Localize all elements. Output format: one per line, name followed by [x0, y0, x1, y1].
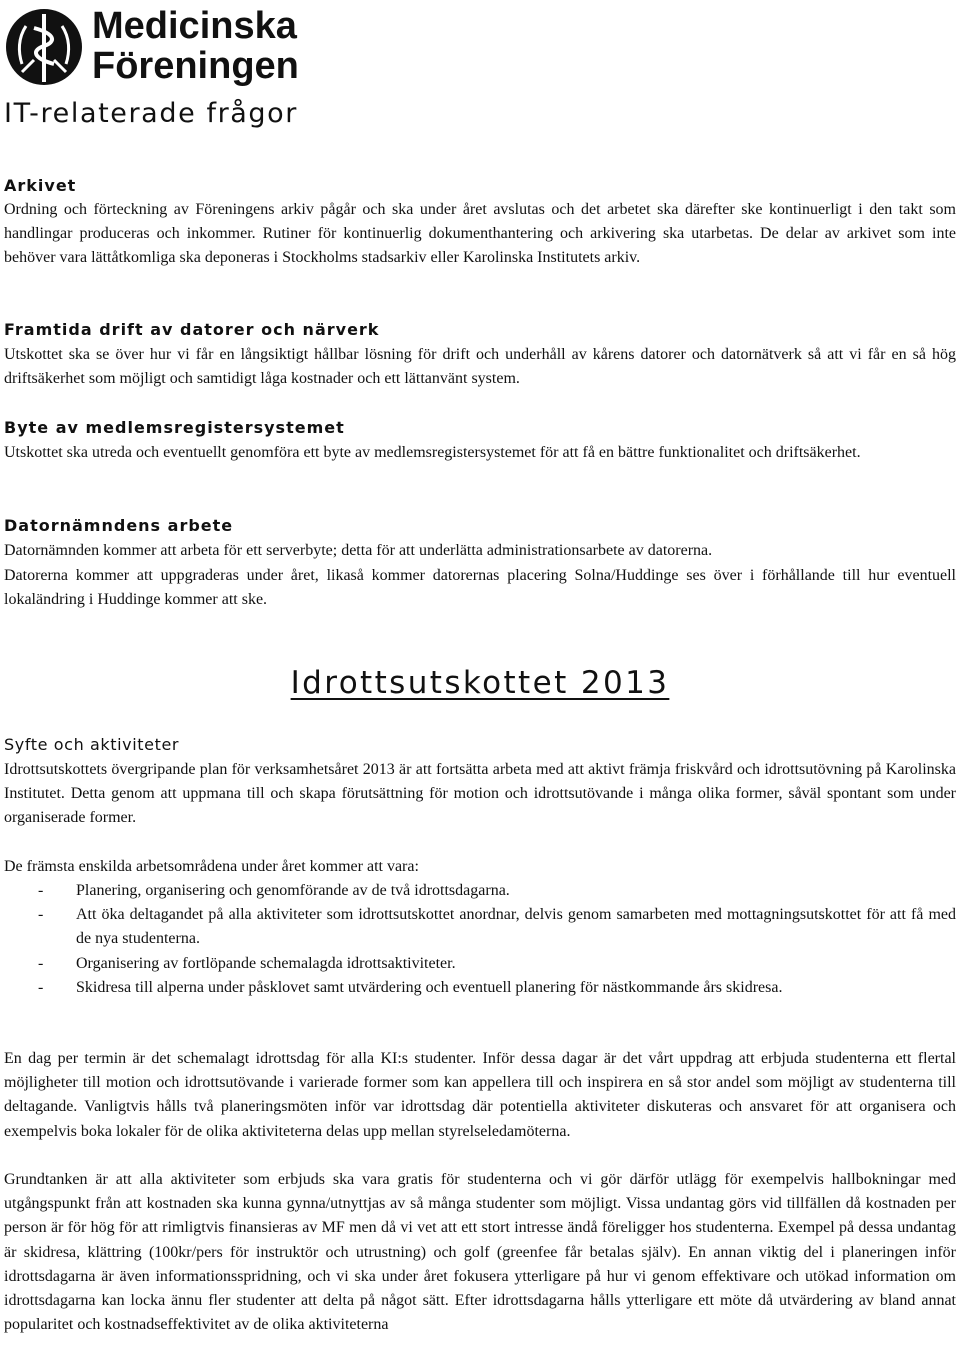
logo-line-1: Medicinska — [92, 5, 297, 47]
list-dash: - — [38, 955, 44, 972]
section-title-idrottsutskottet: Idrottsutskottet 2013 — [290, 665, 670, 701]
heading-arkivet: Arkivet — [4, 176, 77, 195]
paragraph-datornamnden-1: Datornämnden kommer att arbeta för ett serverbyte; detta för att underlätta administrationsarbete av datorerna. — [4, 542, 713, 559]
list-dash: - — [38, 906, 44, 923]
paragraph-syfte: Idrottsutskottets övergripande plan för verksamhetsåret 2013 är att fortsätta arbeta med att aktivt främja friskvård och idrottsutövning på Karolinska Institutet. Detta genom att uppmana till och skapa förutsättning för motion och idrottsutövande i många olika former, såväl spontant som under organiserade former. — [4, 761, 956, 827]
organization-logo — [4, 4, 304, 90]
logo-wordmark — [92, 6, 299, 86]
list-item-text: Att öka deltagandet på alla aktiviteter som idrottsutskottet anordnar, delvis genom samarbeten med mottagningsutskottet för att få med de nya studenterna. — [76, 906, 956, 948]
paragraph-byte-medlemsregister: Utskottet ska utreda och eventuellt genomföra ett byte av medlemsregistersystemet för att få en bättre funktionalitet och driftsäkerhet. — [4, 444, 861, 461]
logo-line-2: Föreningen — [92, 45, 299, 87]
paragraph-framtida-drift: Utskottet ska se över hur vi får en långsiktigt hållbar lösning för drift och underhåll av kårens datorer och datornätverk så att vi får en så hög driftsäkerhet som möjligt och samtidigt låga kostnader och ett lättanvänt system. — [4, 346, 956, 388]
paragraph-arkivet: Ordning och förteckning av Föreningens arkiv pågår och ska under året avslutas och det arbetet ska därefter ske kontinuerligt i den takt som handlingar produceras och inkommer. Rutiner för kontinuerlig dokumenthantering och arkivering ska utarbetas. De delar av arkivet som inte behöver vara lättåtkomliga ska deponeras i Stockholms stadsarkiv eller Karolinska Institutets arkiv. — [4, 201, 956, 267]
list-item-text: Organisering av fortlöpande schemalagda idrottsaktiviteter. — [76, 955, 456, 972]
list-item-text: Skidresa till alperna under påsklovet samt utvärdering och eventuell planering för nästkommande års skidresa. — [76, 979, 783, 996]
list-item-text: Planering, organisering och genomförande av de två idrottsdagarna. — [76, 882, 510, 899]
list-dash: - — [38, 979, 44, 996]
paragraph-grundtanken: Grundtanken är att alla aktiviteter som erbjuds ska vara gratis för studenterna och vi gör därför utlägg för exempelvis hallbokningar med utgångspunkt från att kostnaden ska kunna gynna/utnyttjas av så många studenter som möjligt. Vissa undantag görs vid tillfällen då kostnaden per person är för hög för att rimligtvis finansieras av MF men då vi vet att ett stort intresse ändå föreligger hos studenterna. Exempel på dessa undantag är skidresa, klättring (100kr/pers för instruktör och utrustning) och golf (greenfee får betalas själv). En annan viktig del i planeringen inför idrottsdagarna är även informationsspridning, och vi ska under året fokusera ytterligare på hur vi genom effektivare och utökad information om idrottsdagarna kan locka ännu fler studenter att delta på något sätt. Efter idrottsdagarna hålls ytterligare ett möte då utvärdering av bland annat popularitet och kostnadseffektivitet av de olika aktiviteterna — [4, 1171, 956, 1334]
list-dash: - — [38, 882, 44, 899]
paragraph-idrottsdag: En dag per termin är det schemalagt idrottsdag för alla KI:s studenter. Inför dessa dagar är det vårt uppdrag att erbjuda studenterna ett flertal möjligheter till motion och idrottsutövande i varierade former som kan appellera till och inspirera en så stor andel som möjligt av studenterna till deltagande. Vanligtvis hålls två planeringsmöten inför var idrottsdag där potentiella aktiviteter diskuteras och ansvaret för att organisera och exempelvis boka lokaler för de olika aktiviteterna delas upp mellan styrelseledamöterna. — [4, 1050, 956, 1140]
heading-syfte: Syfte och aktiviteter — [4, 735, 180, 754]
paragraph-datornamnden-2: Datorerna kommer att uppgraderas under året, likaså kommer datorernas placering Solna/Huddinge ses över i förhållande till hur eventuell lokaländring i Huddinge kommer att ske. — [4, 567, 956, 609]
heading-datornamnden: Datornämndens arbete — [4, 516, 234, 535]
heading-framtida-drift: Framtida drift av datorer och närverk — [4, 320, 380, 339]
caduceus-laurel-emblem-icon — [4, 4, 84, 90]
page-title: IT-relaterade frågor — [4, 98, 298, 129]
list-intro: De främsta enskilda arbetsområdena under året kommer att vara: — [4, 858, 419, 875]
heading-byte-medlemsregister: Byte av medlemsregistersystemet — [4, 418, 345, 437]
